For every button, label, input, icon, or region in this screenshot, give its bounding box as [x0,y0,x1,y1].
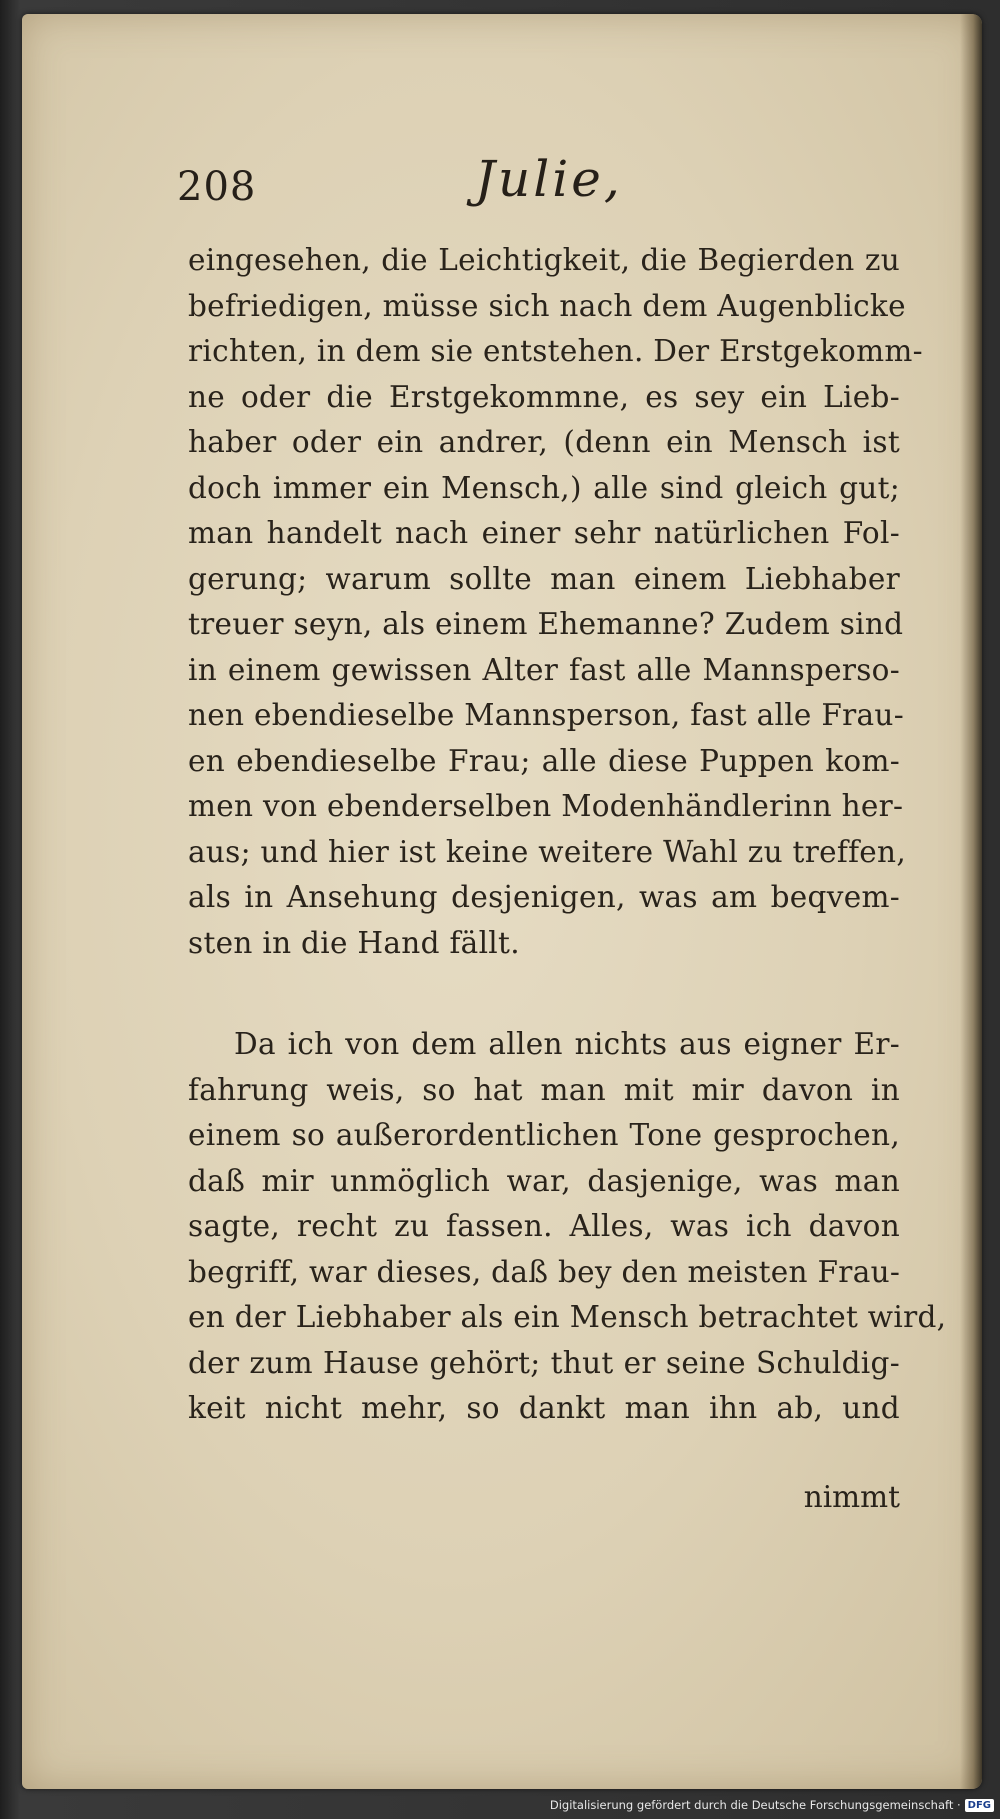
text-line: fahrung weis, so hat man mit mir davon in [188,1072,900,1107]
dfg-logo: DFG [965,1799,994,1812]
running-head: Julie, [475,150,623,208]
body-text [188,238,947,1432]
paragraph-2 [188,1022,947,1432]
text-line: nen ebendieselbe Mannsperson, fast alle Frau- [188,698,904,732]
text-line: begriff, war dieses, daß bey den meisten Frau- [188,1254,901,1289]
text-line: en der Liebhaber als ein Mensch betrachtet wird, [188,1300,947,1334]
paragraph-gap [188,966,900,1022]
text-line: sten in die Hand fällt. [188,925,520,960]
text-line: aus; und hier ist keine weitere Wahl zu treffen, [188,834,907,869]
text-line: Da ich von dem allen nichts aus eigner Er- [234,1027,900,1061]
text-line: treuer seyn, als einem Ehemanne? Zudem sind [188,607,904,641]
text-line: men von ebenderselben Modenhändlerinn her- [188,789,904,823]
page-header [155,150,915,220]
page-number: 208 [177,164,257,210]
text-line: richten, in dem sie entstehen. Der Erstgekomm- [188,334,923,368]
text-line: einem so außerordentlichen Tone gesprochen, [188,1118,900,1152]
text-line: der zum Hause gehört; thut er seine Schuldig- [188,1345,900,1380]
text-line: als in Ansehung desjenigen, was am beqvem- [188,880,900,914]
text-line: man handelt nach einer sehr natürlichen Fol- [188,516,900,550]
text-line: keit nicht mehr, so dankt man ihn ab, und [188,1391,900,1425]
text-line: haber oder ein andrer, (denn ein Mensch ist [188,425,900,459]
funding-credit: Digitalisierung gefördert durch die Deutsche Forschungsgemeinschaft · [549,1798,961,1812]
text-line: doch immer ein Mensch,) alle sind gleich gut; [188,470,900,505]
text-line: befriedigen, müsse sich nach dem Augenblicke [188,288,906,323]
text-line: ne oder die Erstgekommne, es sey ein Lieb- [188,379,900,414]
text-line: daß mir unmöglich war, dasjenige, was man [188,1163,900,1198]
paragraph-1 [188,238,923,966]
text-line: eingesehen, die Leichtigkeit, die Begierden zu [188,243,900,277]
text-line: sagte, recht zu fassen. Alles, was ich davon [188,1209,900,1243]
text-line: gerung; warum sollte man einem Liebhaber [188,561,900,596]
page-gutter-shadow [960,14,982,1789]
digitization-footer [550,1795,994,1815]
text-line: en ebendieselbe Frau; alle diese Puppen kom- [188,743,900,778]
catchword: nimmt [803,1480,900,1514]
text-line: in einem gewissen Alter fast alle Mannsperso- [188,652,900,687]
